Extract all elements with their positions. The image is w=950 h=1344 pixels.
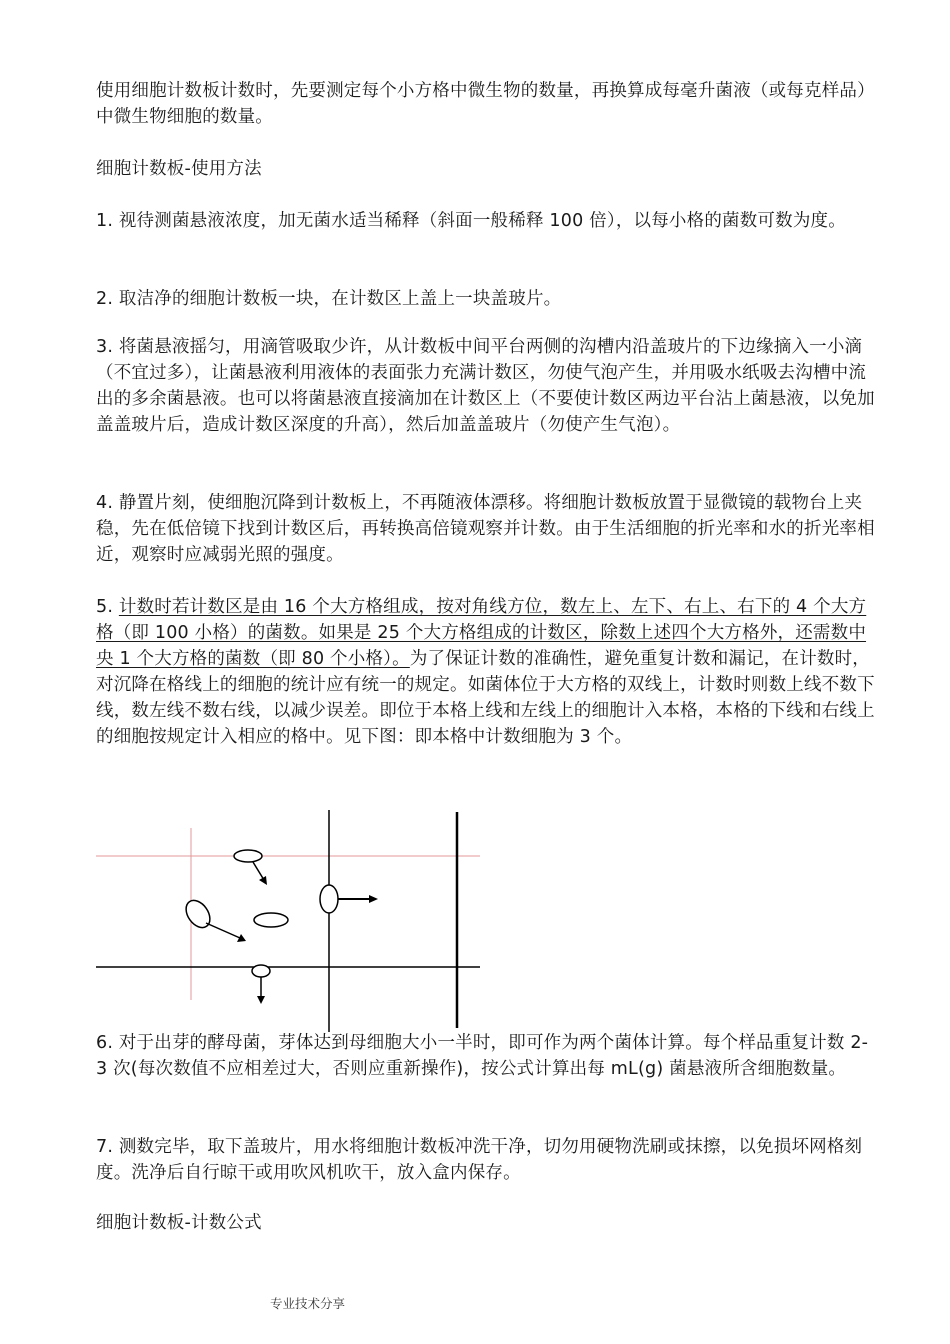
arrow-shaft-1 [253, 862, 264, 880]
step-5-rest: 为了保证计数的准确性，避免重复计数和漏记，在计数时，对沉降在格线上的细胞的统计应有统一的规定。如菌体位于大方格的双线上，计数时则数上线不数下线，数左线不数右线，以减少误差。即位于本格上线和左线上的细胞计入本格，本格的下线和右线上的细胞按规定计入相应的格中。见下图：即本格中计数细胞为 3 个。 [96, 649, 875, 747]
arrow-head-3 [369, 895, 378, 903]
intro-paragraph: 使用细胞计数板计数时，先要测定每个小方格中微生物的数量，再换算成每毫升菌液（或每克样品）中微生物细胞的数量。 [96, 81, 875, 127]
cell-on-left-line [181, 896, 215, 932]
step-5-underlined: 计数时若计数区是由 16 个大方格组成，按对角线方位，数左上、左下、右上、右下的 4 个大方格（即 100 小格）的菌数。如果是 25 个大方格组成的计数区，除数上述四个大方格外，还需数中央 1 个大方格的菌数（即 80 个小格）。 [96, 597, 867, 669]
step-6: 6. 对于出芽的酵母菌，芽体达到母细胞大小一半时，即可作为两个菌体计算。每个样品重复计数 2-3 次(每次数值不应相差过大，否则应重新操作)，按公式计算出每 mL(g) 菌悬液所含细胞数量。 [96, 1033, 869, 1079]
step-5 [96, 594, 876, 750]
step-2: 2. 取洁净的细胞计数板一块，在计数区上盖上一块盖玻片。 [96, 289, 562, 309]
cell-inside-square [254, 913, 288, 927]
footer-text: 专业技术分享 [270, 1296, 346, 1311]
step-4: 4. 静置片刻，使细胞沉降到计数板上，不再随液体漂移。将细胞计数板放置于显微镜的载物台上夹稳，先在低倍镜下找到计数区后，再转换高倍镜观察并计数。由于生活细胞的折光率和水的折光率相近，观察时应减弱光照的强度。 [96, 493, 875, 565]
step-3: 3. 将菌悬液摇匀，用滴管吸取少许，从计数板中间平台两侧的沟槽内沿盖玻片的下边缘摘入一小滴（不宜过多），让菌悬液利用液体的表面张力充满计数区，勿使气泡产生，并用吸水纸吸去沟槽中流出的多余菌悬液。也可以将菌悬液直接滴加在计数区上（不要使计数区两边平台沾上菌悬液，以免加盖盖玻片后，造成计数区深度的升高），然后加盖盖玻片（勿使产生气泡）。 [96, 337, 875, 435]
cell-on-bottom-line [252, 965, 270, 977]
step-5-number: 5. [96, 597, 119, 617]
cell-on-middle-line [320, 885, 338, 913]
method-heading: 细胞计数板-使用方法 [96, 159, 262, 179]
cell-on-top-line [234, 850, 262, 862]
formula-heading: 细胞计数板-计数公式 [96, 1213, 262, 1233]
step-7: 7. 测数完毕，取下盖玻片，用水将细胞计数板冲洗干净，切勿用硬物洗刷或抹擦，以免损坏网格刻度。洗净后自行晾干或用吹风机吹干，放入盒内保存。 [96, 1137, 863, 1183]
counting-grid-figure [96, 810, 480, 1032]
arrow-shaft-2 [206, 923, 240, 938]
step-1: 1. 视待测菌悬液浓度，加无菌水适当稀释（斜面一般稀释 100 倍），以每小格的菌数可数为度。 [96, 211, 846, 231]
arrow-head-4 [257, 996, 265, 1004]
